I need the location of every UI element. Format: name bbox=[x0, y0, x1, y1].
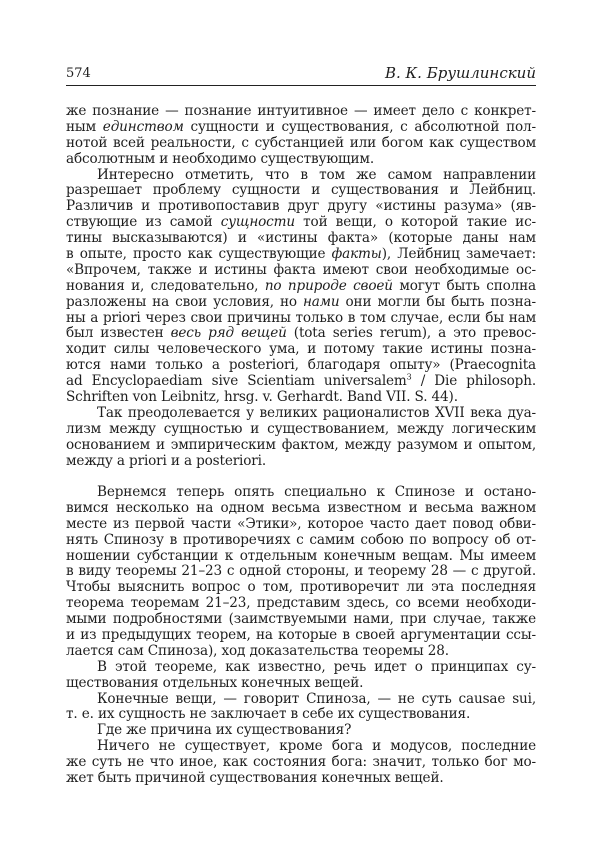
text-line bbox=[66, 517, 536, 533]
text-run: Различив и противопоставив друг другу «истины разума» (яв- bbox=[66, 198, 536, 215]
text-run: между a priori и a posteriori. bbox=[66, 452, 267, 469]
text-run: ствующие из самой bbox=[66, 214, 221, 231]
text-run: основанием и эмпирическим фактом, между разумом и опытом, bbox=[66, 436, 536, 453]
text-run: Интересно отметить, что в том же самом направлении bbox=[97, 166, 536, 183]
text-line bbox=[66, 215, 536, 231]
text-line bbox=[66, 279, 536, 295]
text-line bbox=[66, 660, 536, 676]
text-line bbox=[66, 454, 536, 470]
text-run: ходит силы человеческого ума, и потому такие истины позна- bbox=[66, 341, 536, 358]
text-line bbox=[66, 438, 536, 454]
text-line bbox=[66, 168, 536, 184]
text-run: сущности и существования, с абсолютной пол- bbox=[183, 118, 536, 135]
text-line bbox=[66, 263, 536, 279]
text-section-1 bbox=[66, 104, 536, 469]
text-line bbox=[66, 564, 536, 580]
text-line bbox=[66, 485, 536, 501]
text-run: лизм между сущностью и существованием, между логическим bbox=[66, 420, 536, 437]
text-run: теорема теоремам 21–23, представим здесь, со всеми необходи- bbox=[66, 595, 536, 612]
text-line bbox=[66, 231, 536, 247]
text-run: ществования отдельных конечных вещей. bbox=[66, 674, 364, 691]
text-run: они могли бы быть позна- bbox=[339, 293, 536, 310]
emphasis-text: факты bbox=[331, 246, 382, 263]
text-run: же суть не что иное, как состояния бога: значит, только бог мо- bbox=[66, 754, 536, 771]
running-author: В. К. Брушлинский bbox=[384, 64, 536, 82]
text-run: ным bbox=[66, 118, 103, 135]
text-line bbox=[66, 644, 536, 660]
text-line bbox=[66, 707, 536, 723]
text-run: Где же причина их существования? bbox=[97, 722, 352, 739]
text-run: В этой теореме, как известно, речь идет о принципах су- bbox=[97, 658, 536, 675]
text-line bbox=[66, 628, 536, 644]
text-line bbox=[66, 199, 536, 215]
text-run: в виду теоремы 21–23 с одной стороны, и теорему 28 — с другой. bbox=[66, 563, 536, 580]
text-line bbox=[66, 676, 536, 692]
text-line bbox=[66, 295, 536, 311]
text-run: Так преодолевается у великих рационалистов XVII века дуа- bbox=[97, 404, 536, 421]
footnote-ref: 3 bbox=[406, 372, 412, 382]
text-line bbox=[66, 104, 536, 120]
text-line bbox=[66, 152, 536, 168]
text-line bbox=[66, 755, 536, 771]
text-run: Ничего не существует, кроме бога и модусов, последние bbox=[97, 738, 536, 755]
text-run: ), Лейбниц замечает: bbox=[381, 246, 536, 263]
text-run: Schriften von Leibnitz, hrsg. v. Gerhardt. Band VII. S. 44). bbox=[66, 389, 458, 406]
text-line bbox=[66, 390, 536, 406]
text-line bbox=[66, 422, 536, 438]
text-run: же познание — познание интуитивное — имеет дело с конкрет- bbox=[66, 103, 536, 119]
text-run: ношении субстанции к отдельным конечным вещам. Мы имеем bbox=[66, 547, 536, 564]
text-run: / Die philosoph. bbox=[411, 373, 537, 390]
text-run: Конечные вещи, — говорит Спиноза, — не суть causae sui, bbox=[97, 690, 536, 707]
page-number: 574 bbox=[66, 66, 91, 81]
emphasis-text: сущности bbox=[220, 214, 295, 231]
text-run: и из предыдущих теорем, на которые в своей аргументации ссы- bbox=[66, 627, 536, 644]
text-line bbox=[66, 326, 536, 342]
text-run: Чтобы выяснить вопрос о том, противоречит ли эта последняя bbox=[66, 579, 536, 596]
text-run: жет быть причиной существования конечных вещей. bbox=[66, 770, 444, 787]
text-section-2 bbox=[66, 485, 536, 787]
emphasis-text: весь ряд вещей bbox=[170, 325, 287, 342]
text-line bbox=[66, 612, 536, 628]
text-line bbox=[66, 247, 536, 263]
text-run: Вернемся теперь опять специально к Спинозе и остано- bbox=[97, 484, 536, 500]
text-line bbox=[66, 692, 536, 708]
text-run: «Впрочем, также и истины факта имеют свои необходимые ос- bbox=[66, 261, 536, 278]
text-line bbox=[66, 374, 536, 390]
text-run: нования и, следовательно, bbox=[66, 277, 265, 294]
emphasis-text: по природе своей bbox=[264, 277, 393, 294]
text-run: был известен bbox=[66, 325, 171, 342]
text-line bbox=[66, 183, 536, 199]
text-line bbox=[66, 342, 536, 358]
text-run: нотой всей реальности, с субстанцией или богом как существом bbox=[66, 134, 536, 151]
text-run: т. е. их сущность не заключает в себе их существования. bbox=[66, 706, 471, 723]
emphasis-text: нами bbox=[302, 293, 340, 310]
text-line bbox=[66, 549, 536, 565]
text-run: ad Encyclopaediam sive Scientiam universalem bbox=[66, 373, 407, 390]
text-line bbox=[66, 406, 536, 422]
text-line bbox=[66, 723, 536, 739]
text-line bbox=[66, 136, 536, 152]
text-run: разложены на свои условия, но bbox=[66, 293, 303, 310]
text-line bbox=[66, 311, 536, 327]
text-run: разрешает проблему сущности и существования и Лейбниц. bbox=[66, 182, 536, 199]
text-run: (tota series rerum), а это превос- bbox=[286, 325, 536, 342]
text-run: в опыте, просто как существующие bbox=[66, 246, 332, 263]
text-line bbox=[66, 501, 536, 517]
text-run: тины высказываются) и «истины факта» (которые даны нам bbox=[66, 230, 536, 247]
text-run: вимся несколько на одном весьма известном и весьма важном bbox=[66, 499, 536, 516]
emphasis-text: единством bbox=[102, 118, 184, 135]
text-line bbox=[66, 739, 536, 755]
text-line bbox=[66, 120, 536, 136]
text-run: ются нами только a posteriori, благодаря опыту» (Praecognita bbox=[66, 357, 536, 374]
text-line bbox=[66, 596, 536, 612]
text-run: мыми подробностями (заимствуемыми нами, при случае, также bbox=[66, 611, 536, 628]
text-run: ны a priori через свои причины только в том случае, если бы нам bbox=[66, 309, 536, 326]
text-line bbox=[66, 358, 536, 374]
text-line bbox=[66, 533, 536, 549]
text-line bbox=[66, 771, 536, 787]
text-run: абсолютным и необходимо существующим. bbox=[66, 150, 375, 167]
running-header bbox=[66, 64, 536, 86]
text-run: нять Спинозу в противоречиях с самим собою по вопросу об от- bbox=[66, 531, 536, 548]
text-line bbox=[66, 580, 536, 596]
text-run: месте из первой части «Этики», которое часто дает повод обви- bbox=[66, 515, 536, 532]
text-run: той вещи, о которой такие ис- bbox=[295, 214, 536, 231]
text-run: лается сам Спиноза), ход доказательства теоремы 28. bbox=[66, 642, 449, 659]
text-run: могут быть сполна bbox=[392, 277, 536, 294]
